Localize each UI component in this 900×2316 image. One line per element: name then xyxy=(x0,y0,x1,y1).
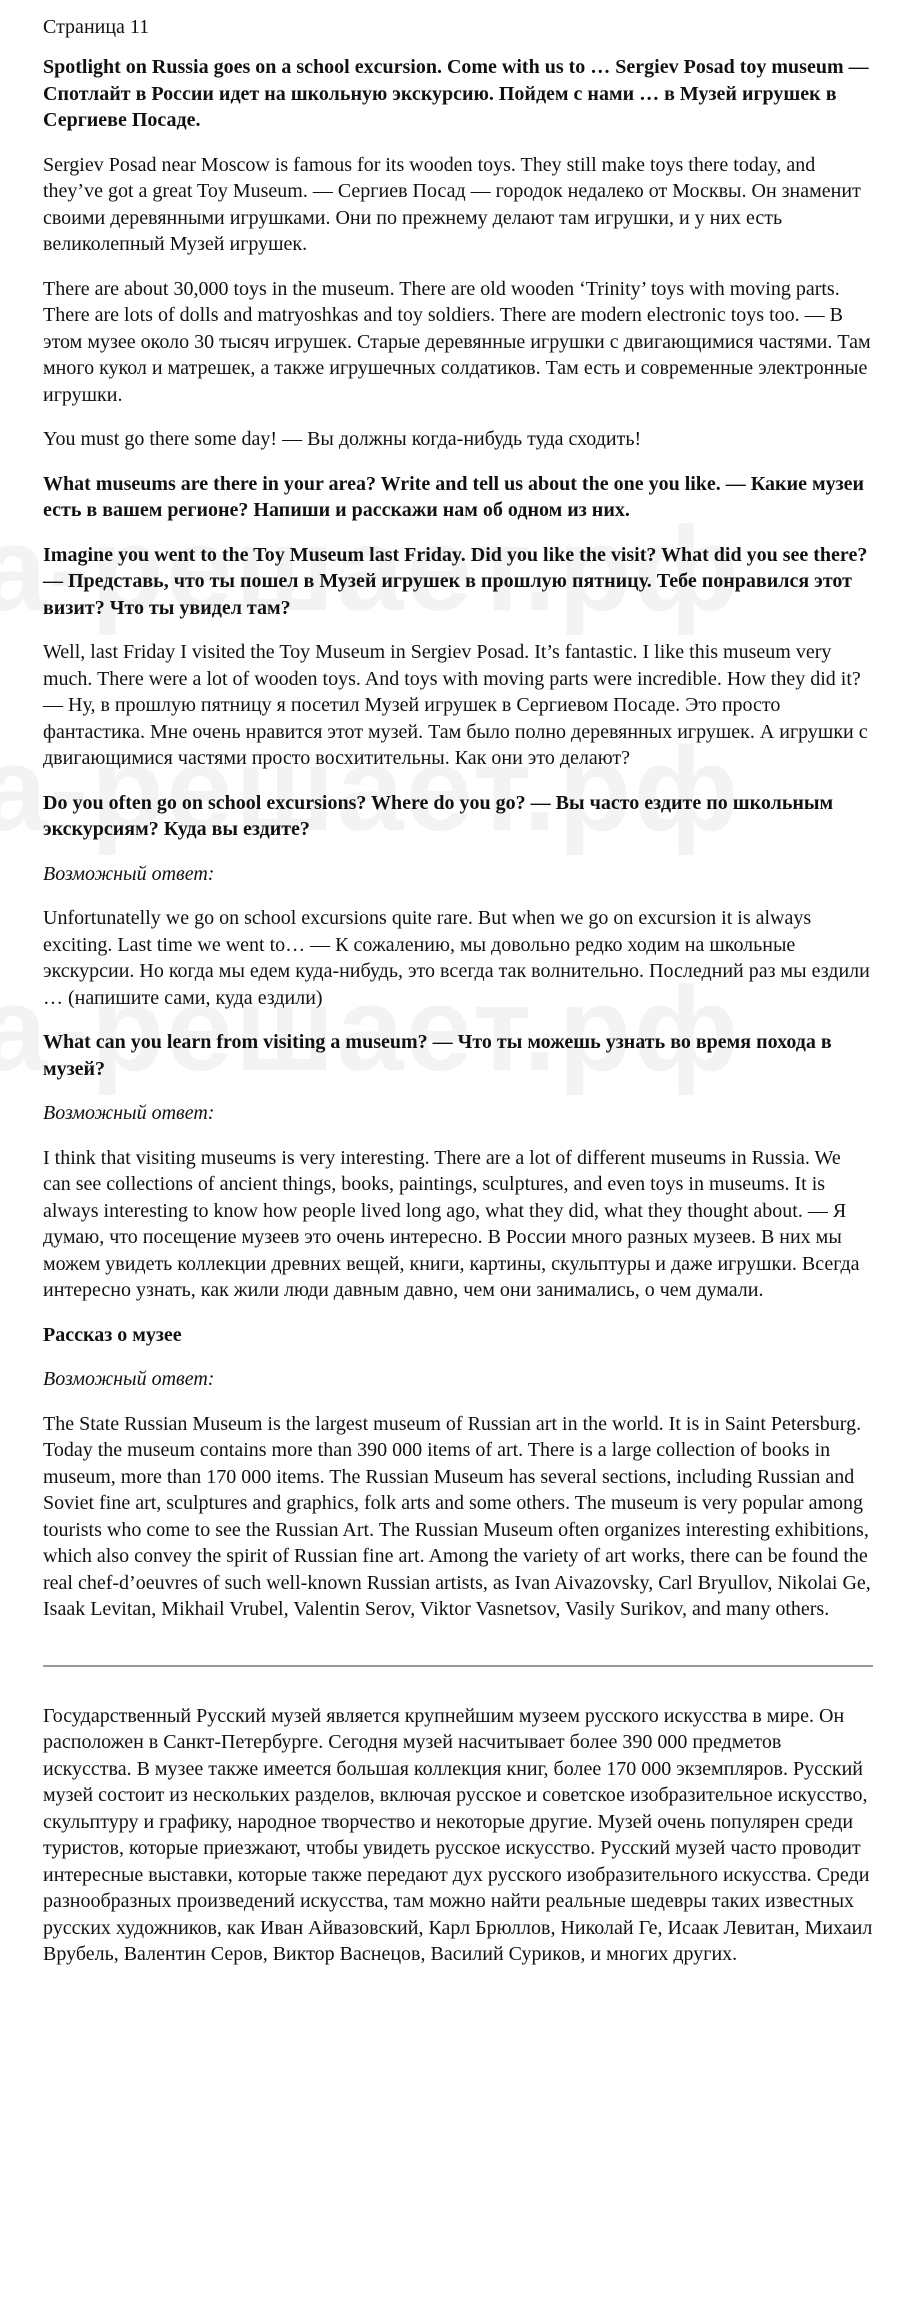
question-museums-area: What museums are there in your area? Write and tell us about the one you like. — Какие музеи есть в вашем регионе? Напиши и расскажи нам об одном из них. xyxy=(43,472,865,521)
intro-question: Spotlight on Russia goes on a school excursion. Come with us to … Sergiev Posad toy museum — Спотлайт в России идет на школьную экскурсию. Пойдем с нами … в Музей игрушек в Сергиеве Посаде. xyxy=(43,56,869,131)
question-learn-museum: What can you learn from visiting a museum? — Что ты можешь узнать во время похода в музей? xyxy=(43,1031,832,1080)
answer-learn-museum: I think that visiting museums is very interesting. There are a lot of different museums in Russia. We can see collections of ancient things, books, paintings, sculptures, and even toys in museums. It is always interesting to know how people lived long ago, what they did, what they thought about. — Я думаю, что посещение музеев это очень интересно. В России много разных музеев. В них мы можем увидеть коллекции древних вещей, книги, картины, скульптуры и даже игрушки. Всегда интересно узнать, как жили люди давным давно, чем они занимались, о чем думали. xyxy=(43,1146,860,1301)
paragraph-sergiev-posad: Sergiev Posad near Moscow is famous for its wooden toys. They still make toys there today, and they’ve got a great Toy Museum. — Сергиев Посад — городок недалеко от Москвы. Он знаменит своими деревянными игрушками. Они по прежнему делают там игрушки, и у них есть великолепный Музей игрушек. xyxy=(43,153,861,255)
answer-imagine-visit: Well, last Friday I visited the Toy Museum in Sergiev Posad. It’s fantastic. I like this museum very much. There were a lot of wooden toys. And toys with moving parts were incredible. How they did it? — Ну, в прошлую пятницу я посетил Музей игрушек в Сергиевом Посаде. Это просто фантастика. Мне очень нравится этот музей. Там было полно деревянных игрушек. А игрушки с двигающимися частями просто восхитительны. Как они это делают? xyxy=(43,641,868,769)
question-school-excursions: Do you often go on school excursions? Where do you go? — Вы часто ездите по школьным экскурсиям? Куда вы ездите? xyxy=(43,791,834,840)
paragraph-must-go: You must go there some day! — Вы должны когда-нибудь туда сходить! xyxy=(43,428,642,450)
answer-school-excursions: Unfortunatelly we go on school excursions quite rare. But when we go on excursion it is always exciting. Last time we went to… — К сожалению, мы довольно редко ходим на школьные экскурсии. Но когда мы едем куда-нибудь, это всегда так волнительно. Последний раз мы ездили … (напишите сами, куда ездили) xyxy=(43,907,870,1009)
question-imagine-visit: Imagine you went to the Toy Museum last Friday. Did you like the visit? What did you see there? — Представь, что ты пошел в Музей игрушек в прошлую пятницу. Тебе понравился этот визит? Что ты увидел там? xyxy=(43,543,868,619)
museum-story-russian: Государственный Русский музей является крупнейшим музеем русского искусства в мире. Он расположен в Санкт-Петербурге. Сегодня музей насчитывает более 390 000 предметов искусства. В музее также имеется большая коллекция книг, более 170 000 экземпляров. Русский музей состоит из нескольких разделов, включая русское и советское изобразительное искусство, скульптуру и графику, народное творчество и некоторые другие. Музей очень популярен среди туристов, которые приезжают, чтобы увидеть русское искусство. Русский музей часто проводит интересные выставки, которые также передают дух русского изобразительного искусства. Среди разнообразных произведений искусства, там можно найти реальные шедевры таких известных русских художников, как Иван Айвазовский, Карл Брюллов, Николай Ге, Исаак Левитан, Михаил Врубель, Валентин Серов, Виктор Васнецов, Василий Суриков, и многих других. xyxy=(43,1704,873,1965)
museum-story-english: The State Russian Museum is the largest museum of Russian art in the world. It is in Saint Petersburg. Today the museum contains more than 390 000 items of art. There is a large collection of books in museum, more than 170 000 items. The Russian Museum has several sections, including Russian and Soviet fine art, sculptures and graphics, folk arts and some others. The museum is very popular among tourists who come to see the Russian Art. The Russian Museum often organizes interesting exhibitions, which also convey the spirit of Russian fine art. Among the variety of art works, there can be found the real chef-d’oeuvres of such well-known Russian artists, as Ivan Aivazovsky, Carl Bryullov, Nikolai Ge, Isaak Levitan, Mikhail Vrubel, Valentin Serov, Viktor Vasnetsov, Vasily Surikov, and many others. xyxy=(43,1412,871,1620)
possible-answer-label: Возможный ответ: xyxy=(43,862,215,885)
possible-answer-label: Возможный ответ: xyxy=(43,1102,215,1124)
page-number-label: Страница 11 xyxy=(43,16,150,38)
possible-answer-label: Возможный ответ: xyxy=(43,1368,215,1390)
paragraph-toys: There are about 30,000 toys in the museum. There are old wooden ‘Trinity’ toys with moving parts. There are lots of dolls and matryoshkas and toy soldiers. There are modern electronic toys too. — В этом музее около 30 тысяч игрушек. Старые деревянные игрушки с двигающимися частями. Там много кукол и матрешек, а также игрушечных солдатиков. Там есть и современные электронные игрушки. xyxy=(43,277,871,406)
section-divider xyxy=(43,1665,873,1667)
section-heading-museum-story: Рассказ о музее xyxy=(43,1323,182,1346)
